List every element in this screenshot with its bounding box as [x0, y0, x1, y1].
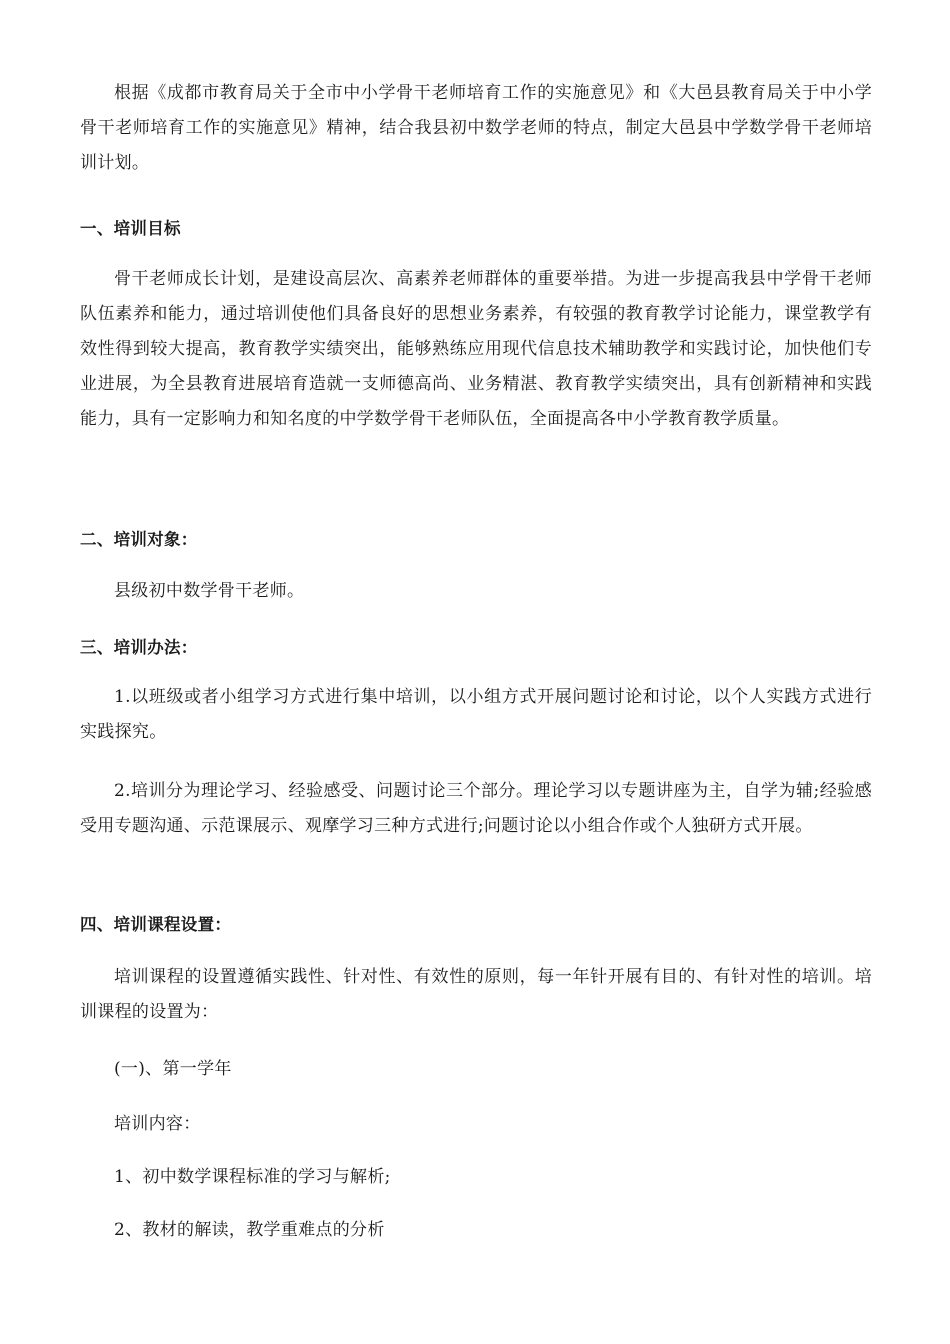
intro-paragraph: 根据《成都市教育局关于全市中小学骨干老师培育工作的实施意见》和《大邑县教育局关于中小学骨干老师培育工作的实施意见》精神，结合我县初中数学老师的特点，制定大邑县中学数学骨干老师培训计划。 [80, 83, 872, 173]
courses-paragraph: 培训课程的设置遵循实践性、针对性、有效性的原则，每一年针开展有目的、有针对性的培训。培训课程的设置为： [80, 967, 872, 1022]
content-item-2: 2、教材的解读，教学重难点的分析 [114, 1220, 385, 1240]
targets-paragraph: 县级初中数学骨干老师。 [114, 581, 305, 601]
year-one-label: (一)、第一学年 [114, 1059, 232, 1079]
methods-item-1: 1.以班级或者小组学习方式进行集中培训，以小组方式开展问题讨论和讨论，以个人实践方式进行实践探究。 [80, 687, 872, 742]
section-heading-courses: 四、培训课程设置： [80, 915, 232, 934]
section-heading-methods: 三、培训办法： [80, 638, 198, 657]
content-label: 培训内容： [114, 1114, 201, 1134]
content-item-1: 1、初中数学课程标准的学习与解析; [114, 1167, 391, 1187]
methods-item-2: 2.培训分为理论学习、经验感受、问题讨论三个部分。理论学习以专题讲座为主，自学为辅;经验感受用专题沟通、示范课展示、观摩学习三种方式进行;问题讨论以小组合作或个人独研方式开展。 [80, 781, 872, 836]
section-heading-targets: 二、培训对象： [80, 530, 198, 549]
goals-paragraph: 骨干老师成长计划，是建设高层次、高素养老师群体的重要举措。为进一步提高我县中学骨干老师队伍素养和能力，通过培训使他们具备良好的思想业务素养，有较强的教育教学讨论能力，课堂教学有效性得到较大提高，教育教学实绩突出，能够熟练应用现代信息技术辅助教学和实践讨论，加快他们专业进展，为全县教育进展培育造就一支师德高尚、业务精湛、教育教学实绩突出，具有创新精神和实践能力，具有一定影响力和知名度的中学数学骨干老师队伍，全面提高各中小学教育教学质量。 [80, 269, 872, 429]
section-heading-goals: 一、培训目标 [80, 219, 181, 238]
